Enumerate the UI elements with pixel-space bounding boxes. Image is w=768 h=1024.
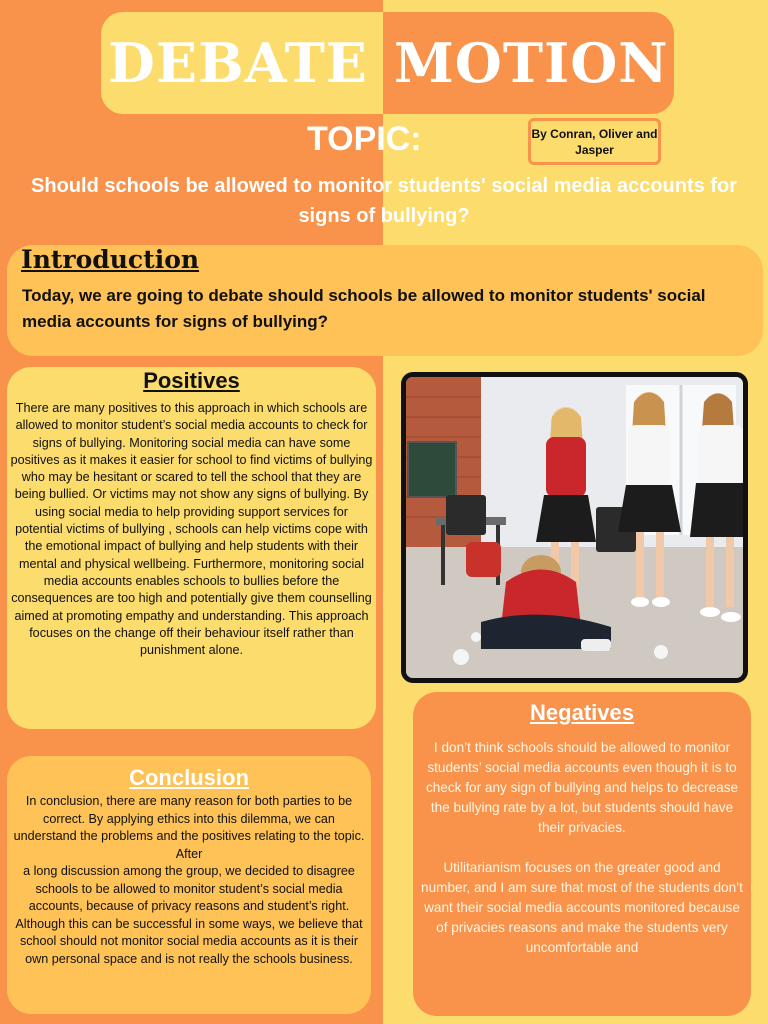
introduction-heading: Introduction <box>21 245 200 274</box>
negatives-paragraph-2: Utilitarianism focuses on the greater good and number, and I am sure that most of the students don’t want their social media accounts monitored because of privacies reasons and make the students very uncomfortable and <box>421 860 743 955</box>
negatives-heading: Negatives <box>530 700 634 725</box>
bullying-photo <box>401 372 748 683</box>
conclusion-heading: Conclusion <box>129 765 249 790</box>
authors-badge: By Conran, Oliver and Jasper <box>528 118 661 165</box>
title-word-motion: MOTION <box>394 31 669 95</box>
introduction-text: Today, we are going to debate should schools be allowed to monitor students' social media accounts for signs of bullying? <box>22 286 706 331</box>
conclusion-paragraph-3: Although this can be successful in some ways, we believe that school should not monitor social media accounts as it is their own personal space and is not really the schools business. <box>15 916 363 966</box>
positives-text: There are many positives to this approach in which schools are allowed to monitor student’s social media accounts to check for signs of bullying. Monitoring social media can have some positives as it makes it easier for school to find victims of bullying who may be hesitant or scared to tell the school that they are being bullied. Or victims may not show any signs of bullying. By using social media to help providing support services for potential victims of bullying , schools can help victims cope with the emotional impact of bullying and help students with their mental and physical wellbeing. Furthermore, monitoring social media accounts enables schools to bullies before the consequences are too high and potentially give them counselling aimed at promoting empathy and understanding. This approach focuses on the change off their behaviour itself rather than punishment alone. <box>10 401 373 658</box>
negatives-text <box>421 738 743 958</box>
negatives-paragraph-1: I don’t think schools should be allowed to monitor students’ social media accounts even though it is to check for any sign of bullying and helps to decrease the bullying rate by a lot, but students should have their privacies. <box>425 740 739 835</box>
conclusion-paragraph-2: a long discussion among the group, we decided to disagree schools to be allowed to monitor student’s social media accounts, because of privacy reasons and student’s right. <box>23 864 355 913</box>
conclusion-text <box>10 793 368 968</box>
positives-heading: Positives <box>143 368 240 393</box>
classroom-illustration <box>406 377 743 678</box>
title-word-debate: DEBATE <box>108 31 368 95</box>
conclusion-paragraph-1: In conclusion, there are many reason for both parties to be correct. By applying ethics into this dilemma, we can understand the problems and the positives relating to the topic. After <box>13 794 365 861</box>
topic-label: TOPIC: <box>307 120 422 158</box>
topic-question: Should schools be allowed to monitor students' social media accounts for signs of bullying? <box>31 175 737 227</box>
